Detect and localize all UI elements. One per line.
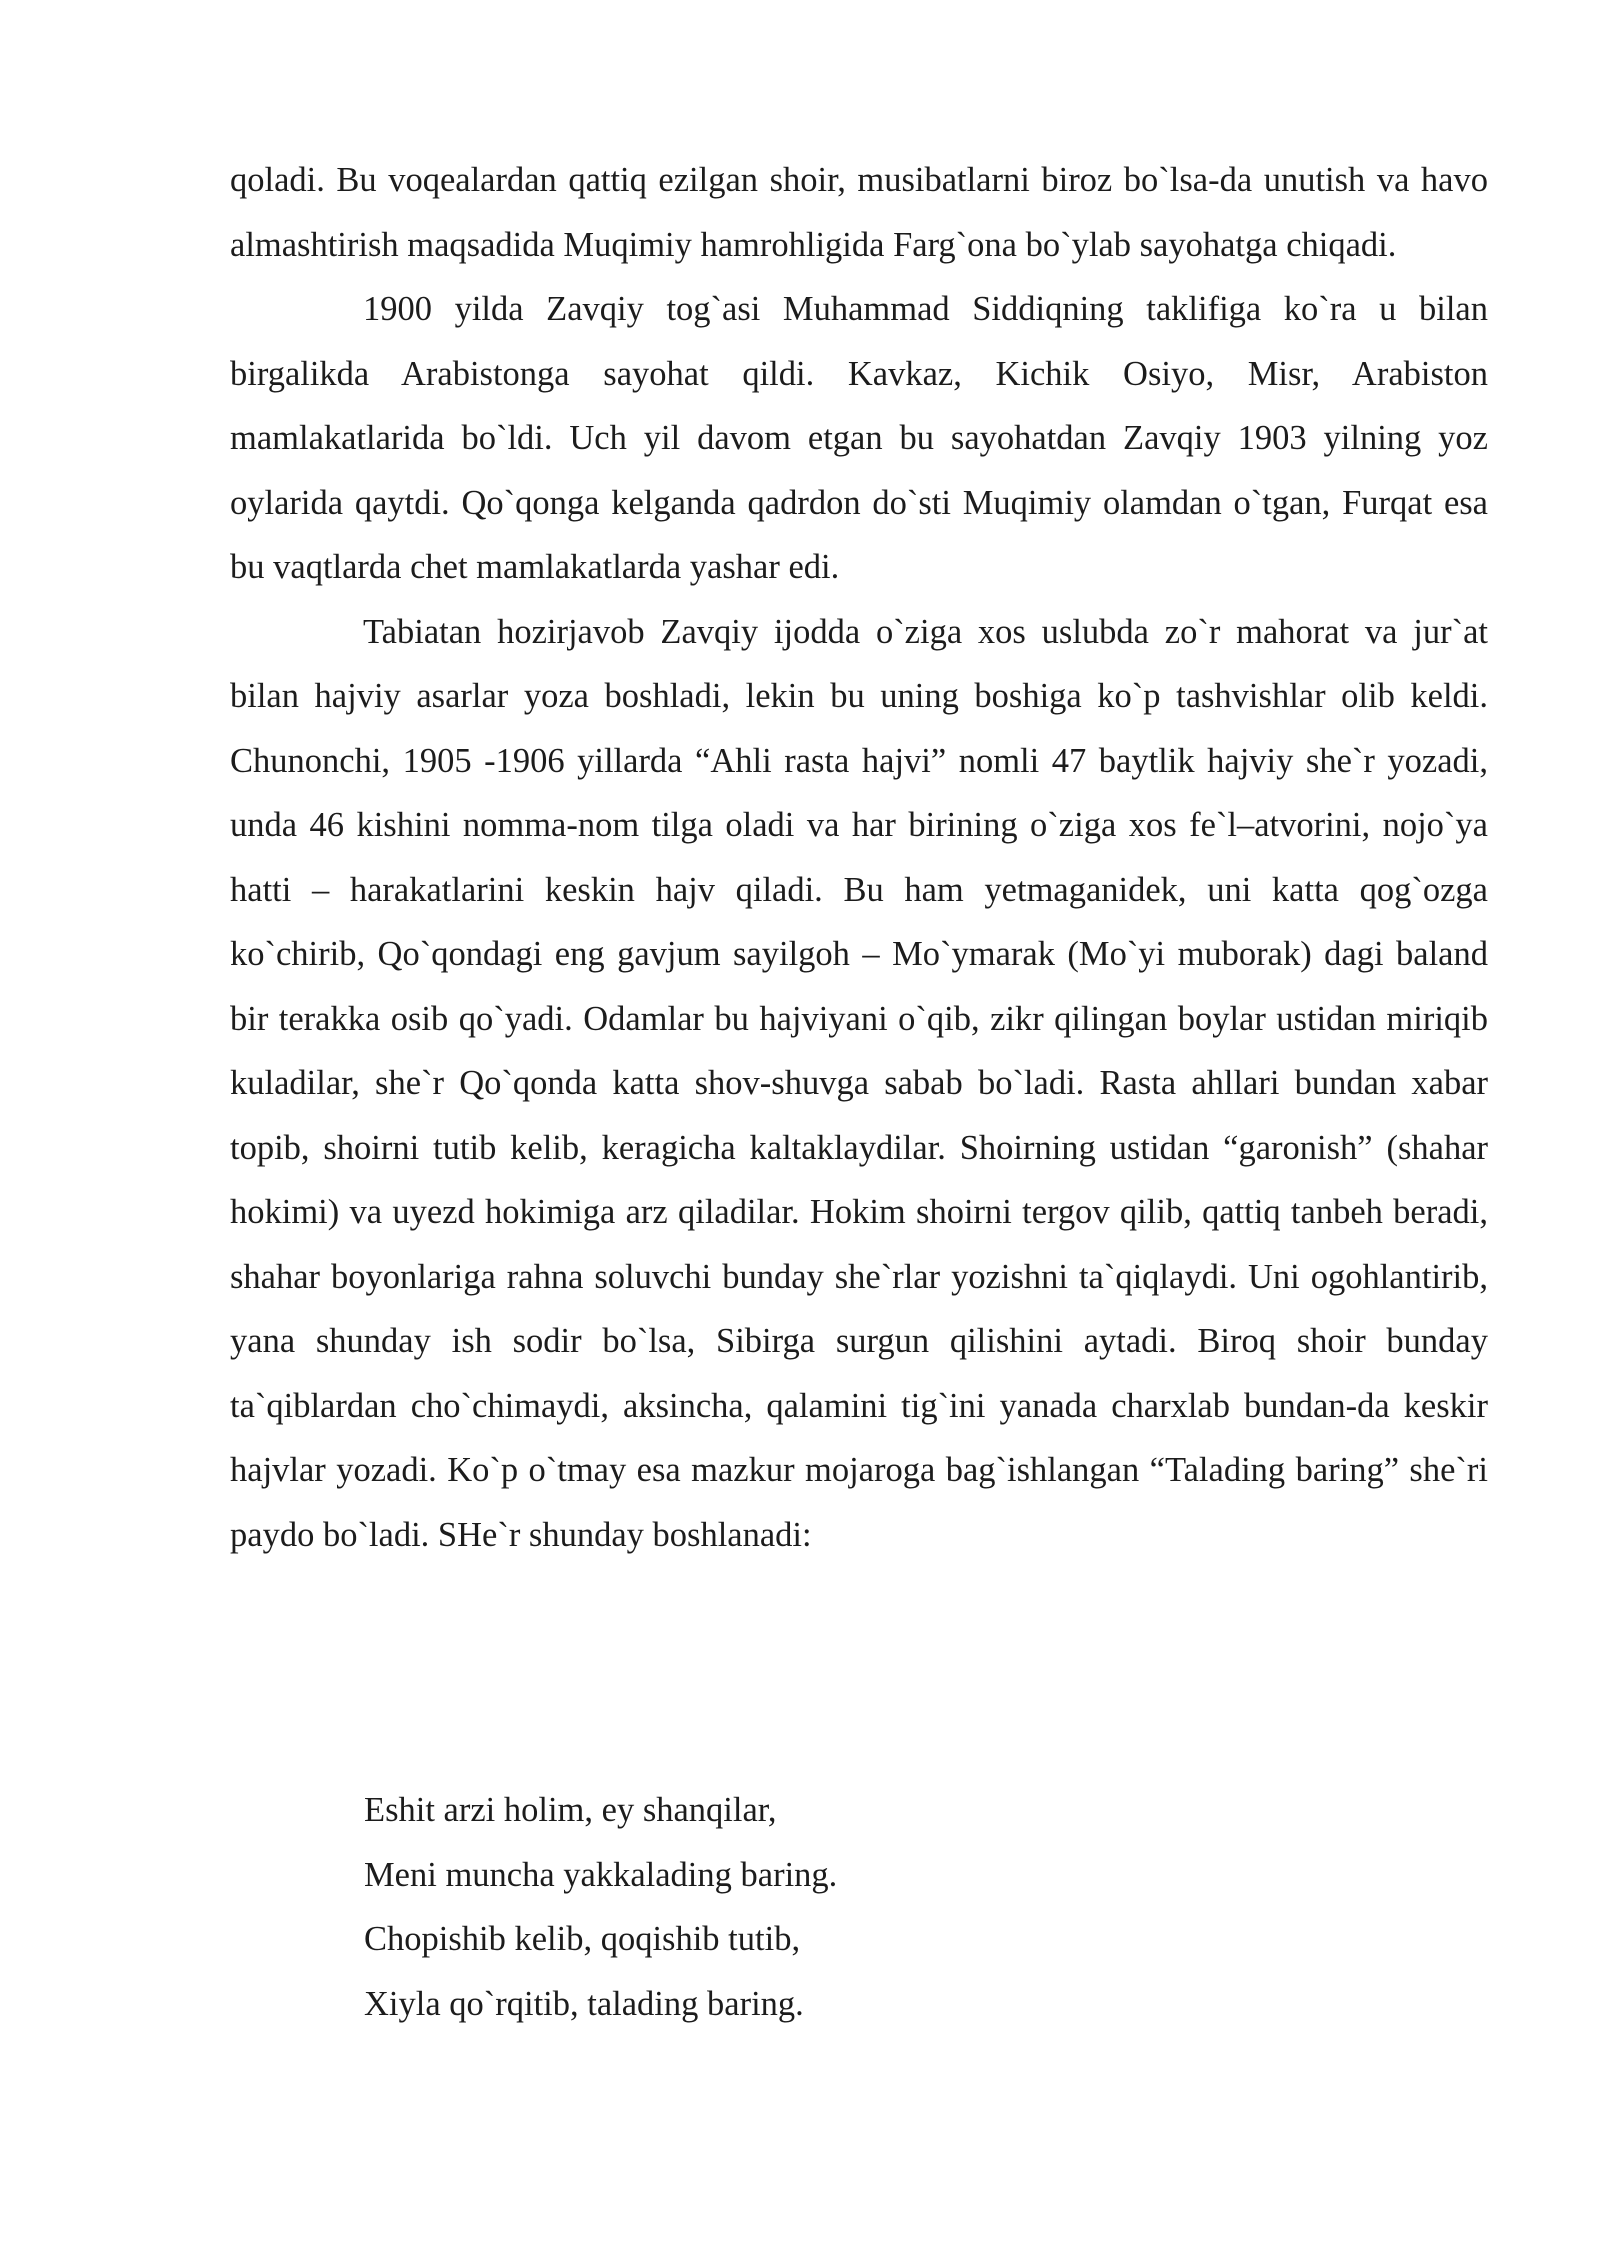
poem-stanza bbox=[364, 1778, 1264, 2036]
poem-line-3: Chopishib kelib, qoqishib tutib, bbox=[364, 1920, 801, 1958]
paragraph-2: 1900 yilda Zavqiy tog`asi Muhammad Siddiqning taklifiga ko`ra u bilan birgalikda Arabistonga sayohat qildi. Kavkaz, Kichik Osiyo, Misr, Arabiston mamlakatlarida bo`ldi. Uch yil davom etgan bu sayohatdan Zavqiy 1903 yilning yoz oylarida qaytdi. Qo`qonga kelganda qadrdon do`sti Muqimiy olamdan o`tgan, Furqat esa bu vaqtlarda chet mamlakatlarda yashar edi. bbox=[230, 290, 1488, 586]
poem-line-1: Eshit arzi holim, ey shanqilar, bbox=[364, 1791, 777, 1829]
paragraph-1: qoladi. Bu voqealardan qattiq ezilgan shoir, musibatlarni biroz bo`lsa-da unutish va havo almashtirish maqsadida Muqimiy hamrohligida Farg`ona bo`ylab sayohatga chiqadi. bbox=[230, 161, 1488, 264]
document-body bbox=[230, 148, 1488, 1567]
poem-line-4: Xiyla qo`rqitib, talading baring. bbox=[364, 1984, 804, 2023]
poem-line-2: Meni muncha yakkalading baring. bbox=[364, 1855, 838, 1894]
paragraph-3: Tabiatan hozirjavob Zavqiy ijodda o`ziga xos uslubda zo`r mahorat va jur`at bilan hajviy asarlar yoza boshladi, lekin bu uning boshiga ko`p tashvishlar olib keldi. Chunonchi, 1905 -1906 yillarda “Ahli rasta hajvi” nomli 47 baytlik hajviy she`r yozadi, unda 46 kishini nomma-nom tilga oladi va har birining o`ziga xos fe`l–atvorini, nojo`ya hatti – harakatlarini keskin hajv qiladi. Bu ham yetmaganidek, uni katta qog`ozga ko`chirib, Qo`qondagi eng gavjum sayilgoh – Mo`ymarak (Mo`yi muborak) dagi baland bir terakka osib qo`yadi. Odamlar bu hajviyani o`qib, zikr qilingan boylar ustidan miriqib kuladilar, she`r Qo`qonda katta shov-shuvga sabab bo`ladi. Rasta ahllari bundan xabar topib, shoirni tutib kelib, keragicha kaltaklaydilar. Shoirning ustidan “garonish” (shahar hokimi) va uyezd hokimiga arz qiladilar. Hokim shoirni tergov qilib, qattiq tanbeh beradi, shahar boyonlariga rahna soluvchi bunday she`rlar yozishni ta`qiqlaydi. Uni ogohlantirib, yana shunday ish sodir bo`lsa, Sibirga surgun qilishini aytadi. Biroq shoir bunday ta`qiblardan cho`chimaydi, aksincha, qalamini tig`ini yanada charxlab bundan-da keskir hajvlar yozadi. Ko`p o`tmay esa mazkur mojaroga bag`ishlangan “Talading baring” she`ri paydo bo`ladi. SHe`r shunday boshlanadi: bbox=[230, 612, 1488, 1554]
